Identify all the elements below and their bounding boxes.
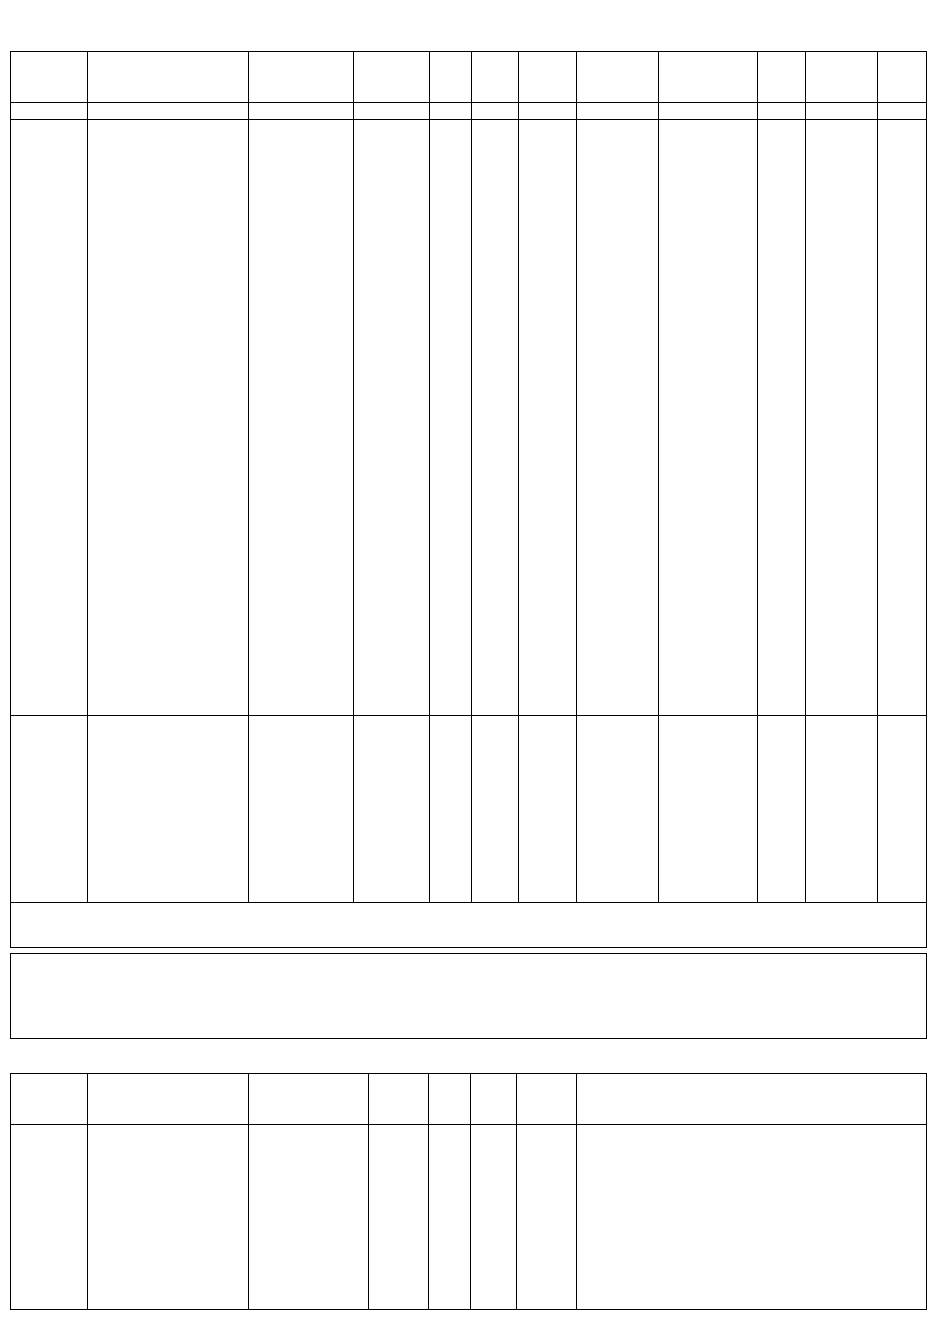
footnote-box: [10, 903, 927, 948]
col-line: [353, 51, 354, 903]
col-line: [87, 51, 88, 903]
player-table-frame: [10, 51, 927, 903]
col-line: [658, 51, 659, 903]
col-line: [805, 51, 806, 903]
col-line: [757, 51, 758, 903]
divider: [10, 715, 927, 716]
divider: [10, 1124, 927, 1125]
col-line: [248, 51, 249, 903]
col-line: [428, 1073, 429, 1310]
col-line: [248, 1073, 249, 1310]
col-line: [471, 51, 472, 903]
col-line: [518, 51, 519, 903]
divider: [10, 119, 927, 120]
col-line: [470, 1073, 471, 1310]
col-line: [368, 1073, 369, 1310]
col-line: [576, 51, 577, 903]
col-line: [87, 1073, 88, 1310]
col-line: [877, 51, 878, 903]
col-line: [576, 1073, 577, 1310]
stand-box: [10, 1073, 927, 1310]
col-line: [429, 51, 430, 903]
divider: [10, 102, 927, 103]
results-box: [10, 953, 927, 1039]
col-line: [516, 1073, 517, 1310]
